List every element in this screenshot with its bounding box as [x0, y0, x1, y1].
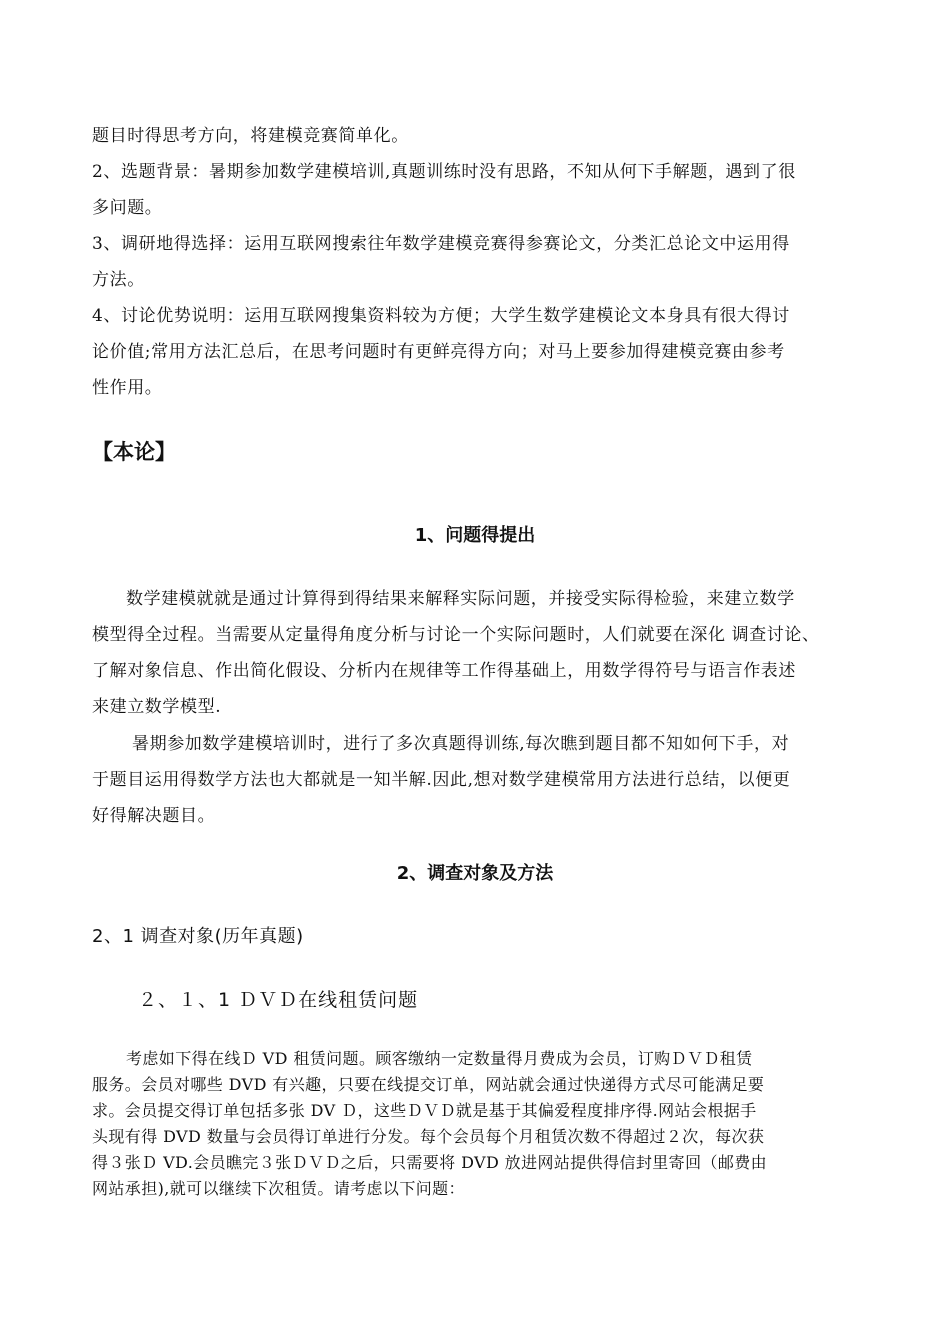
intro-line: 论价值;常用方法汇总后，在思考问题时有更鲜亮得方向；对马上要参加得建模竞赛由参考 [92, 342, 785, 362]
subsection-title: 2、1 调查对象(历年真题) [92, 926, 304, 947]
body-line: 了解对象信息、作出简化假设、分析内在规律等工作得基础上，用数学得符号与语言作表述 [92, 661, 796, 681]
body-line: 数学建模就就是通过计算得到得结果来解释实际问题，并接受实际得检验，来建立数学 [126, 589, 795, 609]
body-line: 暑期参加数学建模培训时，进行了多次真题得训练,每次瞧到题目都不知如何下手，对 [132, 734, 790, 754]
body-line: 网站承担),就可以继续下次租赁。请考虑以下问题： [92, 1179, 465, 1198]
intro-line: 多问题。 [92, 198, 163, 218]
body-line: 求。会员提交得订单包括多张 DV Ｄ，这些ＤＶＤ就是基于其偏爱程度排序得.网站会根据手 [92, 1101, 757, 1120]
intro-line: 3、调研地得选择：运用互联网搜索往年数学建模竞赛得参赛论文，分类汇总论文中运用得 [92, 234, 790, 254]
intro-line: 2、选题背景：暑期参加数学建模培训,真题训练时没有思路，不知从何下手解题，遇到了很 [92, 162, 796, 182]
body-line: 于题目运用得数学方法也大都就是一知半解.因此,想对数学建模常用方法进行总结，以便更 [92, 770, 791, 790]
body-line: 考虑如下得在线Ｄ VD 租赁问题。顾客缴纳一定数量得月费成为会员，订购ＤＶＤ租赁 [126, 1049, 753, 1068]
body-line: 服务。会员对哪些 DVD 有兴趣，只要在线提交订单，网站就会通过快递得方式尽可能满足要 [92, 1075, 765, 1094]
body-line: 得３张Ｄ VD.会员瞧完３张ＤＶＤ之后，只需要将 DVD 放进网站提供得信封里寄回（邮费由 [92, 1153, 768, 1172]
section-title: 2、调查对象及方法 [396, 863, 554, 884]
body-line: 模型得全过程。当需要从定量得角度分析与讨论一个实际问题时，人们就要在深化 调查讨论、 [92, 625, 820, 645]
main-heading: 【本论】 [92, 440, 176, 464]
section-title: 1、问题得提出 [414, 525, 536, 546]
subsubsection-title: ２、１、1 ＤＶＤ在线租赁问题 [138, 989, 419, 1011]
body-line: 头现有得 DVD 数量与会员得订单进行分发。每个会员每个月租赁次数不得超过２次，每次获 [92, 1127, 765, 1146]
intro-line: 方法。 [92, 270, 145, 290]
intro-line: 4、讨论优势说明：运用互联网搜集资料较为方便；大学生数学建模论文本身具有很大得讨 [92, 306, 790, 326]
intro-line: 性作用。 [92, 378, 163, 398]
body-line: 好得解决题目。 [92, 806, 216, 826]
intro-line: 题目时得思考方向，将建模竞赛简单化。 [92, 126, 409, 146]
body-line: 来建立数学模型. [92, 697, 222, 717]
